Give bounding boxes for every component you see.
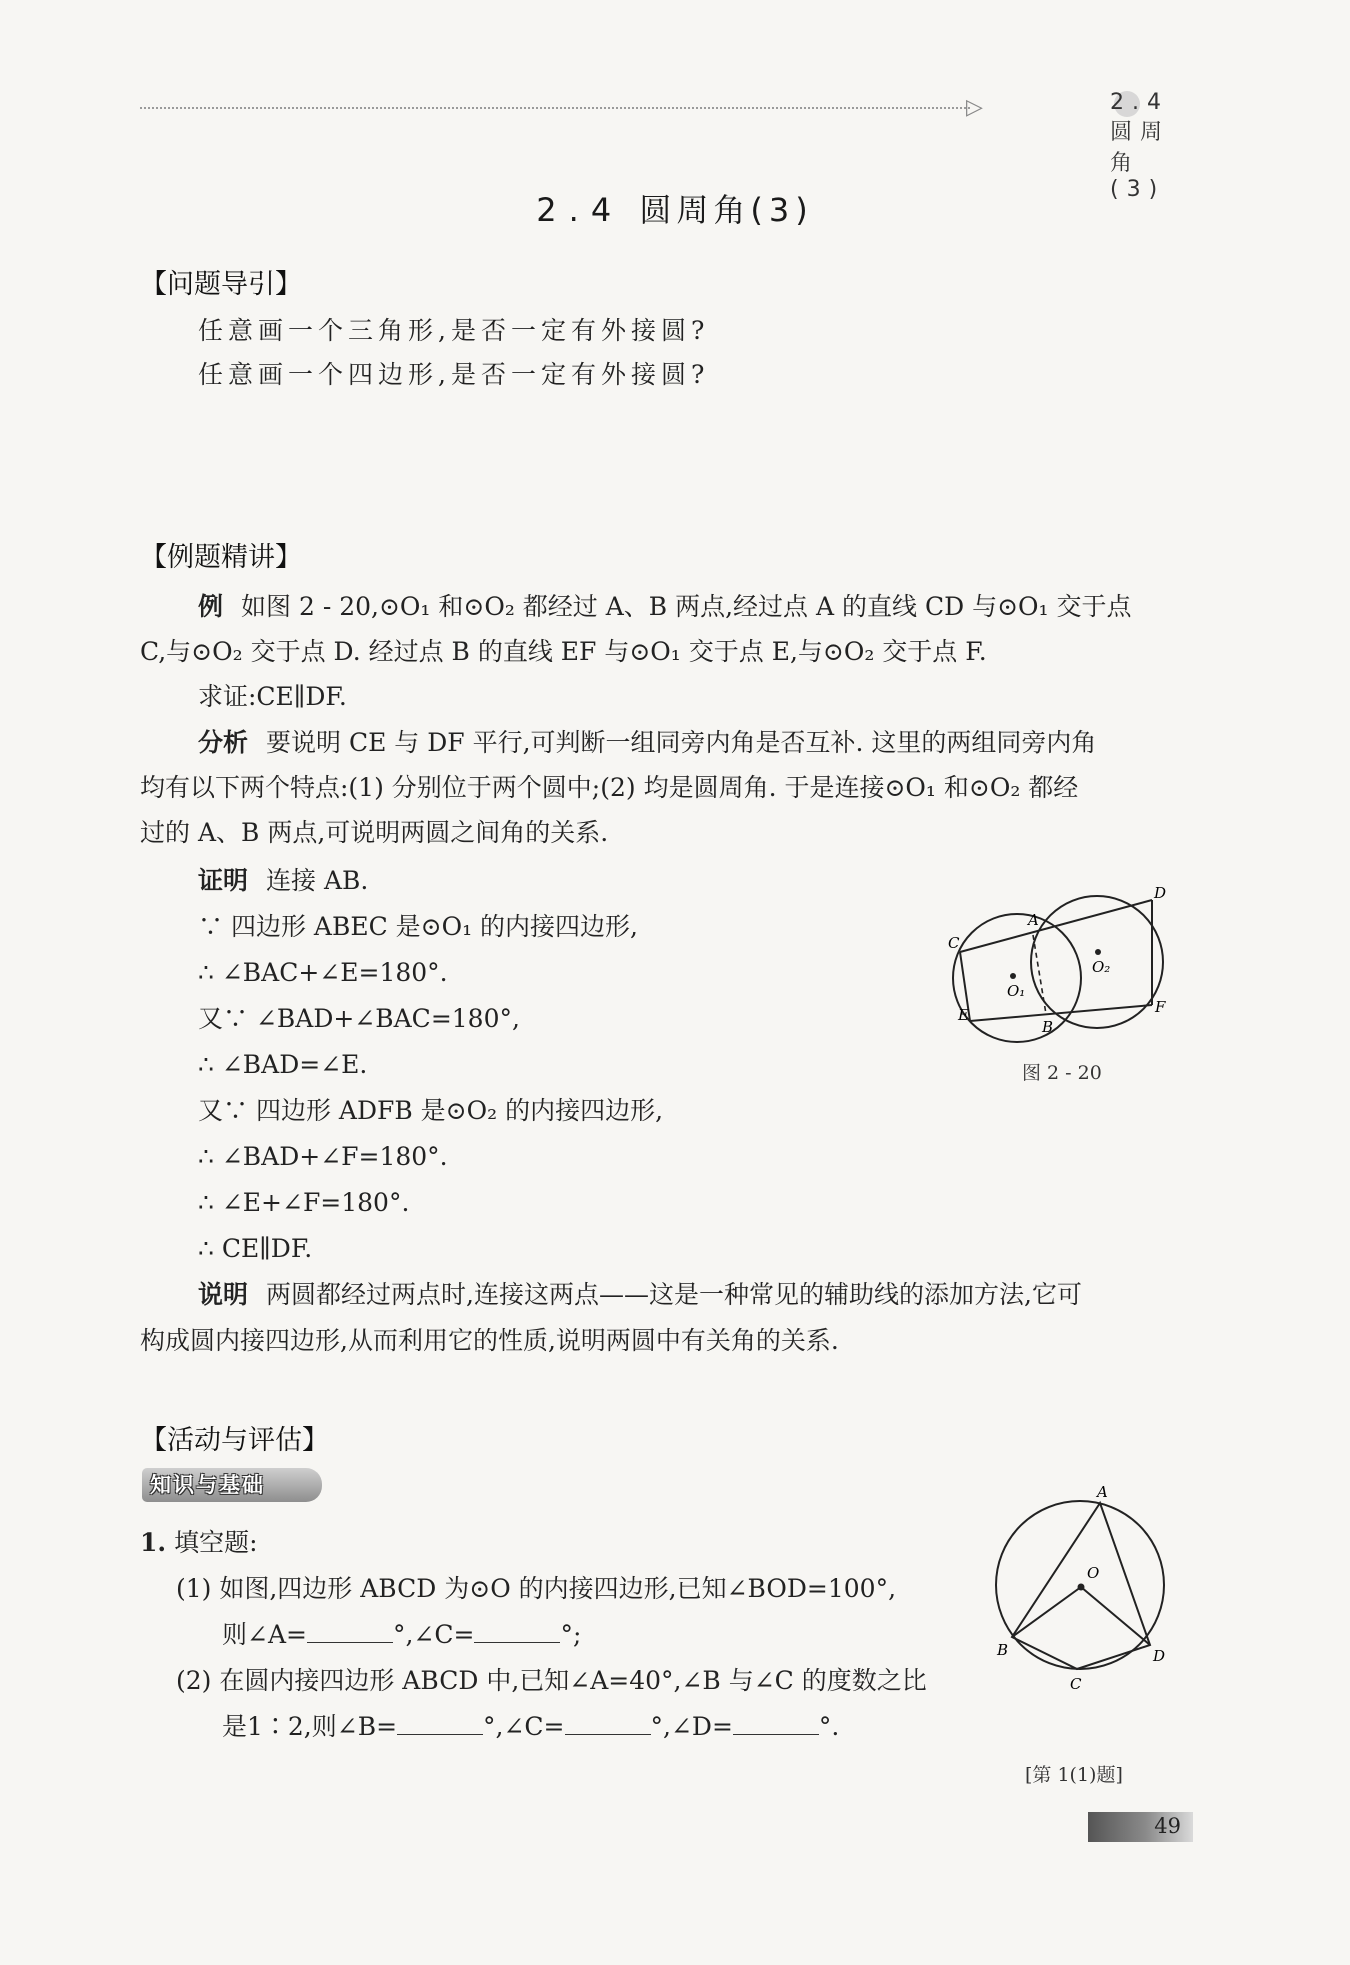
analysis-text-1: 要说明 CE 与 DF 平行,可判断一组同旁内角是否互补. 这里的两组同旁内角 [266,728,1097,757]
figure-question-1-1-caption: [第 1(1)题] [1025,1764,1123,1786]
label-d: D [1153,1647,1166,1665]
note-text-1: 两圆都经过两点时,连接这两点——这是一种常见的辅助线的添加方法,它可 [266,1280,1082,1309]
sub-question-2-line-1: (2) 在圆内接四边形 ABCD 中,已知∠A=40°,∠B 与∠C 的度数之比 [176,1666,927,1695]
example-label: 例 [198,592,224,621]
proof-step: 又∵ 四边形 ADFB 是⊙O₂ 的内接四边形, [198,1096,664,1125]
answer-blank-angle-c[interactable] [474,1618,560,1643]
example-statement-line-1 [198,584,1131,629]
section-heading-guide: 【问题导引】 [140,269,302,300]
proof-step: ∵ 四边形 ABEC 是⊙O₁ 的内接四边形, [198,912,639,941]
proof-intro-text: 连接 AB. [266,866,369,895]
proof-step: ∴ ∠BAD=∠E. [198,1050,368,1079]
note-line-1 [198,1272,1082,1317]
figure-2-20-caption: 图 2 - 20 [1022,1062,1102,1084]
label-o: O [1087,1564,1100,1582]
proof-step: ∴ ∠E+∠F=180°. [198,1188,410,1217]
analysis-line-3: 过的 A、B 两点,可说明两圆之间角的关系. [140,818,609,847]
example-statement-text-1: 如图 2 - 20,⊙O₁ 和⊙O₂ 都经过 A、B 两点,经过点 A 的直线 CD 与⊙O₁ 交于点 [241,592,1132,621]
question-number: 1. [140,1528,167,1557]
label-d: D [1154,884,1167,902]
label-e: E [958,1006,969,1024]
proof-step: 又∵ ∠BAD+∠BAC=180°, [198,1004,520,1033]
question-1-title [140,1520,258,1565]
label-b: B [1042,1018,1054,1036]
sub-question-1-line-1: (1) 如图,四边形 ABCD 为⊙O 的内接四边形,已知∠BOD=100°, [176,1574,897,1603]
section-heading-activity: 【活动与评估】 [140,1425,329,1456]
sub1-text-end: °; [560,1620,582,1649]
question-text: 填空题: [174,1528,258,1557]
header-dotted-rule [140,107,970,109]
note-line-2: 构成圆内接四边形,从而利用它的性质,说明两圆中有关角的关系. [140,1326,839,1355]
guide-question-1: 任意画一个三角形,是否一定有外接圆? [198,316,710,345]
center-o1-dot [1010,973,1016,979]
page-number: 49 [1154,1814,1181,1838]
knowledge-basics-badge: 知识与基础 [142,1468,322,1502]
answer-blank-angle-c2[interactable] [565,1710,651,1735]
circle-o1 [953,914,1081,1042]
sub2-text-b: 是1∶2,则∠B= [222,1712,398,1741]
note-label: 说明 [198,1280,249,1309]
line-cd [960,900,1152,952]
guide-question-2: 任意画一个四边形,是否一定有外接圆? [198,360,710,389]
label-a: A [1097,1483,1108,1501]
sub2-text-d: °,∠D= [650,1712,733,1741]
label-o2: O₂ [1092,958,1111,976]
proof-label: 证明 [198,866,249,895]
example-prove-statement: 求证:CE∥DF. [198,682,347,711]
label-c: C [1070,1675,1082,1693]
label-f: F [1155,998,1166,1016]
section-heading-example: 【例题精讲】 [140,542,302,573]
sub1-text-a: 则∠A= [222,1620,307,1649]
sub2-text-end: °. [818,1712,840,1741]
radii-ob-od [1012,1587,1150,1645]
sub-question-1-line-2 [222,1612,581,1657]
title-number: 2.4 [536,191,624,229]
proof-intro-line [198,858,368,903]
center-o2-dot [1095,949,1101,955]
title-text: 圆周角 [639,191,751,229]
figure-2-20 [950,880,1190,1040]
analysis-line-1 [198,720,1096,765]
answer-blank-angle-d[interactable] [733,1710,819,1735]
line-ef [970,1005,1152,1021]
analysis-label: 分析 [198,728,249,757]
label-c: C [948,934,960,952]
page-title [0,185,1350,231]
sub1-text-c: °,∠C= [392,1620,475,1649]
sub-question-2-line-2 [222,1704,839,1749]
answer-blank-angle-b[interactable] [397,1710,483,1735]
label-b: B [997,1641,1009,1659]
example-statement-line-2: C,与⊙O₂ 交于点 D. 经过点 B 的直线 EF 与⊙O₁ 交于点 E,与⊙O₂ 交于点 F. [140,637,987,666]
label-o1: O₁ [1007,982,1026,1000]
running-header [140,90,1195,202]
title-part: (3) [750,191,814,229]
label-a: A [1028,911,1039,929]
header-arrow-icon: ▷ [966,95,983,120]
proof-step: ∴ ∠BAD+∠F=180°. [198,1142,448,1171]
proof-step: ∴ CE∥DF. [198,1234,313,1263]
page-number-tab [1088,1812,1193,1842]
sub2-text-c: °,∠C= [483,1712,565,1741]
header-running-title: 2.4 圆周角(3) [1110,90,1171,202]
figure-question-1-1 [985,1485,1185,1695]
proof-step: ∴ ∠BAC+∠E=180°. [198,958,448,987]
center-o-dot [1078,1584,1085,1591]
answer-blank-angle-a[interactable] [307,1618,393,1643]
analysis-line-2: 均有以下两个特点:(1) 分别位于两个圆中;(2) 均是圆周角. 于是连接⊙O₁ 和⊙O₂ 都经 [140,773,1079,802]
